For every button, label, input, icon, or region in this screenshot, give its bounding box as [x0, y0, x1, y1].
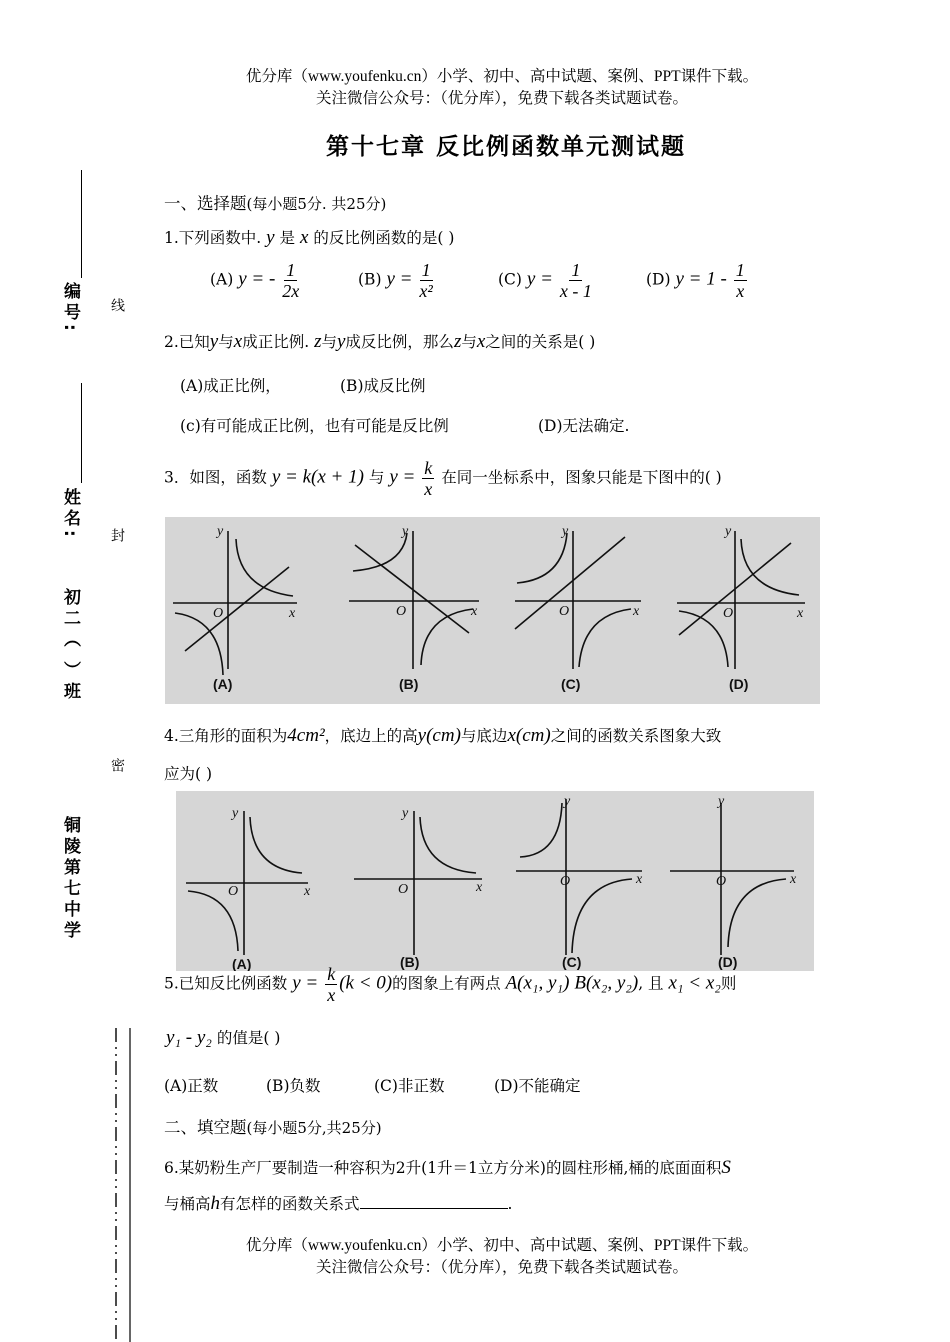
margin-number: 编号:	[60, 282, 80, 335]
q2-text-1: 与	[218, 333, 234, 351]
q3-label-d: (D)	[729, 676, 749, 692]
number-underline	[81, 170, 82, 278]
q1-var-x: x	[299, 227, 309, 248]
q6-text-1: 6.某奶粉生产厂要制造一种容积为2升(1升＝1立方分米)的圆柱形桶,桶的底面面积	[164, 1159, 722, 1177]
q3-text-a: 3．如图，函数	[164, 468, 267, 487]
q4-stem-line2: 应为( )	[164, 765, 213, 783]
q4-a-axis-x: x	[304, 884, 311, 899]
q4-d-origin: O	[716, 874, 727, 889]
q5-text-4: 的值是( )	[216, 1029, 281, 1047]
q6-var-s: S	[721, 1157, 731, 1178]
margin-name: 姓名:	[60, 488, 80, 541]
section2-title: 二、填空题	[164, 1118, 247, 1137]
q1-opt-d-den: x	[736, 281, 745, 301]
q3-b-axis-y: y	[402, 524, 409, 539]
q1-opt-d-label: (D)	[646, 270, 671, 289]
q1-opt-b-label: (B)	[358, 270, 382, 289]
q5-num: k	[327, 964, 336, 984]
q5-point-b: B(x₂, y₂)	[574, 972, 639, 994]
q2-text-a: 2.已知	[164, 333, 210, 351]
q4-figure	[176, 791, 814, 971]
q3-d-origin: O	[723, 606, 734, 621]
q5-opt-a: (A)正数	[164, 1077, 219, 1095]
q6-line2	[164, 1192, 512, 1215]
q4-b-axis-x: x	[476, 880, 483, 895]
q1-opt-a-den: 2x	[282, 281, 300, 301]
q4-label-a: (A)	[232, 956, 252, 971]
q2-opt-b: (B)成反比例	[340, 377, 426, 395]
q1-opt-c-num: 1	[571, 260, 581, 280]
q1-opt-c-label: (C)	[498, 270, 522, 289]
q3-label-c: (C)	[561, 676, 581, 692]
seal-xian: 线	[109, 298, 125, 312]
q1-var-y: y	[266, 227, 275, 248]
q3-stem	[164, 458, 722, 499]
q1-opt-b-lhs: y =	[386, 268, 413, 290]
q5-opt-d: (D)不能确定	[494, 1077, 581, 1095]
q4-text-1: ，底边上的高	[324, 727, 418, 745]
q4-height-var: y(cm)	[417, 725, 461, 746]
q2-text-5: 与	[461, 333, 477, 351]
q3-graph-d	[677, 531, 805, 669]
q1-option-a	[210, 260, 301, 301]
q3-graph-a	[173, 531, 297, 675]
q3-text-1: 与	[368, 468, 385, 487]
q2-var-x: x	[233, 331, 243, 352]
q5-stem-line2	[166, 1026, 280, 1049]
header-ad-line1: 优分库（www.youfenku.cn）小学、初中、高中试题、案例、PPT课件下载。	[245, 68, 759, 85]
q2-var-y: y	[209, 331, 219, 352]
margin-class: 初二（ ）班	[60, 588, 80, 703]
q1-stem	[164, 226, 454, 249]
q4-text-2: 与底边	[460, 727, 508, 745]
q4-label-c: (C)	[562, 954, 582, 970]
q4-text-a: 4.三角形的面积为	[164, 727, 288, 745]
q1-opt-a-lhs: y = -	[238, 268, 276, 290]
q2-text-6: 之间的关系是( )	[485, 333, 596, 351]
q2-opt-d: (D)无法确定.	[538, 417, 630, 435]
q1-opt-d-num: 1	[735, 260, 745, 280]
q2-var-y2: y	[336, 331, 346, 352]
q5-lhs: y =	[292, 972, 319, 994]
q4-b-axis-y: y	[402, 806, 409, 821]
q6-text-2b: 有怎样的函数关系式	[220, 1195, 360, 1213]
q3-b-origin: O	[396, 604, 407, 619]
q3-label-a: (A)	[213, 676, 233, 692]
q4-text-3: 之间的函数关系图象大致	[550, 727, 722, 745]
seal-mi: 密	[109, 758, 125, 772]
q1-opt-c-frac	[560, 260, 592, 301]
q2-text-2: 成正比例.	[242, 333, 310, 351]
q4-graph-c	[516, 799, 642, 955]
q2-var-z2: z	[453, 331, 462, 352]
q1-text-b: 是	[279, 229, 296, 247]
section2-note: (每小题5分,共25分)	[246, 1119, 382, 1137]
q3-frac	[422, 458, 434, 499]
q5-text-3: 则	[720, 974, 737, 993]
seal-feng: 封	[109, 528, 125, 542]
q1-opt-d-lhs: y = 1 -	[675, 268, 727, 290]
q1-opt-b-frac	[419, 260, 432, 301]
q3-expr-1: y = k(x + 1)	[271, 466, 364, 488]
q2-stem	[164, 330, 595, 353]
section1-heading	[164, 190, 386, 214]
q4-label-d: (D)	[718, 954, 738, 970]
q4-d-axis-y: y	[718, 794, 725, 809]
q2-text-4: 成反比例，那么	[345, 333, 454, 351]
q6-text-2c: .	[507, 1195, 513, 1213]
q5-text-1: 的图象上有两点	[392, 974, 501, 993]
q4-c-origin: O	[560, 874, 571, 889]
q4-d-axis-x: x	[790, 872, 797, 887]
q3-lhs-2: y =	[389, 466, 416, 488]
q1-option-c	[498, 260, 594, 301]
header-ad-line2: 关注微信公众号：（优分库），免费下载各类试题试卷。	[315, 90, 688, 107]
q1-opt-a-frac	[282, 260, 299, 301]
q3-label-b: (B)	[399, 676, 419, 692]
q3-text-2: 在同一坐标系中，图象只能是下图中的( )	[441, 468, 722, 487]
q3-a-axis-y: y	[217, 524, 224, 539]
q1-option-d	[646, 260, 749, 301]
name-underline	[81, 383, 82, 483]
page-title: 第十七章 反比例函数单元测试题	[325, 133, 686, 160]
q4-graph-a	[186, 811, 308, 955]
q6-var-h: h	[210, 1193, 221, 1214]
q3-graph-b	[349, 531, 479, 669]
q4-graph-d	[670, 803, 794, 955]
section1-title: 一、选择题	[164, 194, 247, 213]
q5-inequality: x₁ < x₂	[668, 972, 721, 994]
q2-text-3: 与	[321, 333, 337, 351]
q2-var-x2: x	[476, 331, 486, 352]
q3-c-axis-x: x	[633, 604, 640, 619]
q1-opt-a-label: (A)	[210, 270, 234, 289]
q5-opt-c: (C)非正数	[374, 1077, 445, 1095]
q4-c-axis-y: y	[564, 794, 571, 809]
q1-text-a: 1.下列函数中.	[164, 229, 262, 247]
q2-opt-a: (A)成正比例，	[180, 377, 281, 395]
q4-graph-b	[354, 811, 482, 955]
q3-num: k	[424, 458, 433, 478]
q5-stem-line1	[164, 964, 736, 1005]
q4-area: 4cm²	[287, 725, 325, 746]
q1-opt-b-num: 1	[421, 260, 431, 280]
q5-expr: y₁ - y₂	[166, 1027, 212, 1048]
q1-text-c: 的反比例函数的是( )	[313, 229, 455, 247]
q4-stem-line1	[164, 724, 721, 747]
q5-den: x	[327, 985, 336, 1005]
q5-text-2: , 且	[638, 974, 664, 993]
q6-text-2a: 与桶高	[164, 1195, 211, 1213]
q3-a-origin: O	[213, 606, 224, 621]
q3-a-axis-x: x	[289, 606, 296, 621]
q5-frac	[325, 964, 337, 1005]
q4-a-axis-y: y	[232, 806, 239, 821]
q4-base-var: x(cm)	[507, 725, 551, 746]
q3-b-axis-x: x	[471, 604, 478, 619]
q5-condition: (k < 0)	[339, 972, 393, 994]
q4-label-b: (B)	[400, 954, 420, 970]
footer-ad-line1: 优分库（www.youfenku.cn）小学、初中、高中试题、案例、PPT课件下载。	[245, 1237, 759, 1254]
q3-c-axis-y: y	[562, 524, 569, 539]
q3-d-axis-x: x	[797, 606, 804, 621]
q4-c-axis-x: x	[636, 872, 643, 887]
q1-option-b	[358, 260, 435, 301]
q5-opt-b: (B)负数	[266, 1077, 321, 1095]
q1-opt-d-frac	[734, 260, 747, 301]
margin-school: 铜陵第七中学	[60, 816, 80, 942]
q1-opt-a-num: 1	[286, 260, 296, 280]
q1-opt-b-den: x²	[419, 281, 433, 301]
q3-graph-c	[515, 531, 641, 669]
q2-var-z: z	[314, 331, 322, 352]
section1-note: (每小题5分. 共25分)	[246, 195, 387, 213]
q1-opt-c-den: x - 1	[559, 281, 592, 301]
q6-answer-blank[interactable]	[360, 1192, 508, 1209]
q1-opt-c-lhs: y =	[526, 268, 553, 290]
q4-b-origin: O	[398, 882, 409, 897]
q3-c-origin: O	[559, 604, 570, 619]
q6-line1	[164, 1156, 731, 1179]
q5-text-a: 5.已知反比例函数	[164, 974, 288, 993]
cut-line	[108, 1028, 138, 1342]
q2-opt-c: (c)有可能成正比例，也有可能是反比例	[180, 417, 449, 435]
q5-point-a: A(x₁, y₁)	[505, 972, 570, 994]
q4-a-origin: O	[228, 884, 239, 899]
section2-heading	[164, 1114, 382, 1138]
q3-figure	[165, 517, 820, 704]
footer-ad-line2: 关注微信公众号：（优分库），免费下载各类试题试卷。	[315, 1259, 688, 1276]
q3-den: x	[424, 479, 433, 499]
q3-d-axis-y: y	[725, 524, 732, 539]
